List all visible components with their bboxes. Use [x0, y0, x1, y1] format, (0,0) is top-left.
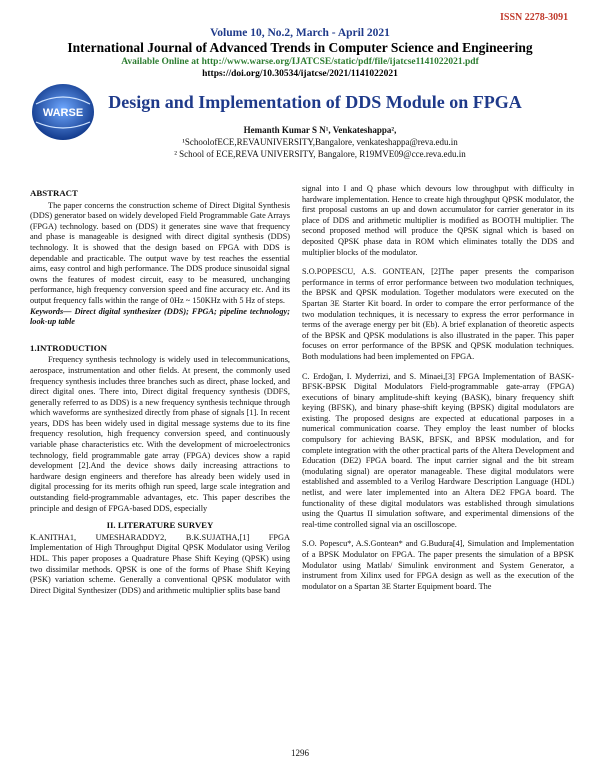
author-block	[100, 124, 540, 160]
right-paragraph-3: C. Erdoğan, I. Myderrizi, and S. Minaei,[3] FPGA Implementation of BASK-BFSK-BPSK Digital Modulators Field-programmable gate-array (FPGA) executions of binary amplitude-shift keying (BASK), binary frequency shift keying (BFSK), and binary phase-shift keying (BPSK) digital modulators are existing. The proposed designs are expected at educational parposes in a numerical communication coarse. They employ the least number of blocks compulsory for achieving BASK, BFSK, and BPSK modulation, and for complete integration with the other practical parts of the Altera Development and Education (DE2) FPGA board. The input carrier signal and the bit stream (modulating signal) are operator manageable. These digital modulators were established and assembled to a Verilog Hardware Description Language (HDL) netlist, and were later implemented into an Altera DE2 FPGA board. The functionality of these digital modulators was established through simulations using the Quartus II simulation software, and experimental dimensions of the real-time controlled signal via an oscilloscope.	[302, 371, 574, 529]
affiliation-1: ¹SchoolofECE,REVAUNIVERSITY,Bangalore, venkateshappa@reva.edu.in	[182, 137, 458, 147]
right-paragraph-4: S.O. Popescu*, A.S.Gontean* and G.Budura[4], Simulation and Implementation of a BPSK Modulator on FPGA. The paper presents the simulation of a BPSK Modulator using Matlab/ Simulink environment and System Generator, a instrument from Xilinx used for FPGA design as well as the execution of the modulator on a Spartan 3E Starter Equipment board. The	[302, 539, 574, 591]
affiliation-2: ² School of ECE,REVA UNIVERSITY, Bangalore, R19MVE09@cce.reva.edu.in	[174, 149, 466, 159]
logo-text: WARSE	[42, 107, 84, 119]
left-column	[30, 188, 290, 596]
introduction-heading: 1.INTRODUCTION	[30, 342, 107, 353]
warse-logo	[30, 82, 96, 142]
right-paragraph-2: S.O.POPESCU, A.S. GONTEAN, [2]The paper presents the comparison performance in terms of error performance between two modulation techniques, the BPSK and QPSK modulation. Together modulators were executed on the Spartan 3E Starter Kit board. In order to compare the error performance of the two modulation techniques, it is necessary to express the error performance in terms of the average energy per bit (Eb). A brief explanation of theoretic aspects of the BPSK and QPSK modulations is also illustrated in the paper. This paper focuses on error performance of the BPSK and QPSK modulation techniques. Both modulations had been implemented on FPGA.	[302, 267, 574, 361]
available-online-link[interactable]: Available Online at http://www.warse.org/IJATCSE/static/pdf/file/ijatcse1141022021.pdf	[121, 57, 479, 67]
page-number: 1296	[291, 748, 309, 758]
right-paragraph-1: signal into I and Q phase which devours low throughput with difficulty in hardware implementation. Hence to create high throughput QPSK modulator, the first proposal customs an up and down accumulator for carrier generator in its place of DDS and arithmetic multiplier is modified as BOOTH multiplier. The second proposed method will produce the QPSK signal which is based on deposited QPSK phase data in ROM which eliminates totally the DDS and multiplier blocks of the modulator.	[302, 184, 574, 257]
paper-title: Design and Implementation of DDS Module on FPGA	[108, 92, 522, 112]
keywords: Keywords— Direct digital synthesizer (DDS); FPGA; pipeline technology; look-up table	[30, 306, 290, 327]
volume-line: Volume 10, No.2, March - April 2021	[210, 27, 390, 39]
literature-survey-heading: II. LITERATURE SURVEY	[106, 520, 214, 531]
journal-header	[0, 26, 600, 80]
introduction-text: Frequency synthesis technology is widely used in telecommunications, aerospace, instrumentation and other fields. At present, the commonly used frequency synthesis includes three branches such as direct, phase locked, and direct digital ones. There into, Direct digital frequency synthesis (DDFS, generally referred to as DDS) is a new frequency synthesis technique through which waveforms are synthesized directly from phase of signals [1]. In recent years, DDS has been widely used in digital message systems due to its fine frequency resolution, high frequency conversion speed, and continuously variable phase characteristics etc. With the development of microelectronics technology, field programmable gate array (FPGA) devices show a rapid development [2].And the device shows daily increasing attractions to hardware design engineers and therefore has already been widely used in digital processing for its merits ofhigh run speed, large scale integration and outstanding field-programmable advantages, etc. This paper describes the principle and design of FPGA-based DDS, especially	[30, 355, 290, 513]
literature-survey-text: K.ANITHA1, UMESHARADDY2, B.K.SUJATHA,[1] FPGA Implementation of High Throughput Digital QPSK Modulator using Verilog HDL. This paper proposes a Quadrature Phase Shift Keying (QPSK) using two dissimilar methods. QPSK is one of the forms of Phase Shift Keying (PSK) variation scheme. Generally a conventional QPSK modulator with Direct Digital Synthesizer (DDS) and arithmetic multiplier splits base band	[30, 532, 290, 595]
issn-label: ISSN 2278-3091	[500, 12, 569, 23]
journal-name: International Journal of Advanced Trends in Computer Science and Engineering	[67, 40, 533, 55]
doi-link[interactable]: https://doi.org/10.30534/ijatcse/2021/1141022021	[202, 69, 398, 79]
abstract-text: The paper concerns the construction scheme of Direct Digital Synthesis (DDS) generator based on widely developed Field Programmable Gate Arrays (FPGA) technology. based on (DDS) it generates sine wave that frequency and phase is manageable is designed with direct digital synthesis (DDS) technology. It is showed that the design based on FPGA with DDS is dependable and practicable. The output wave by test reaches the essential aims, easy control and high performance. The DDS produce sinusoidal signal owns the features of modest circuit, easy to be measured, unchanging performance, high frequency conversion speed and fine accuracy etc. And its output frequency falls within the range of 0Hz ~ 150KHz with 5 Hz of steps.	[30, 200, 290, 305]
author-names: Hemanth Kumar S N¹, Venkateshappa²,	[243, 125, 397, 135]
right-column	[302, 184, 574, 592]
abstract-heading: ABSTRACT	[30, 188, 78, 198]
